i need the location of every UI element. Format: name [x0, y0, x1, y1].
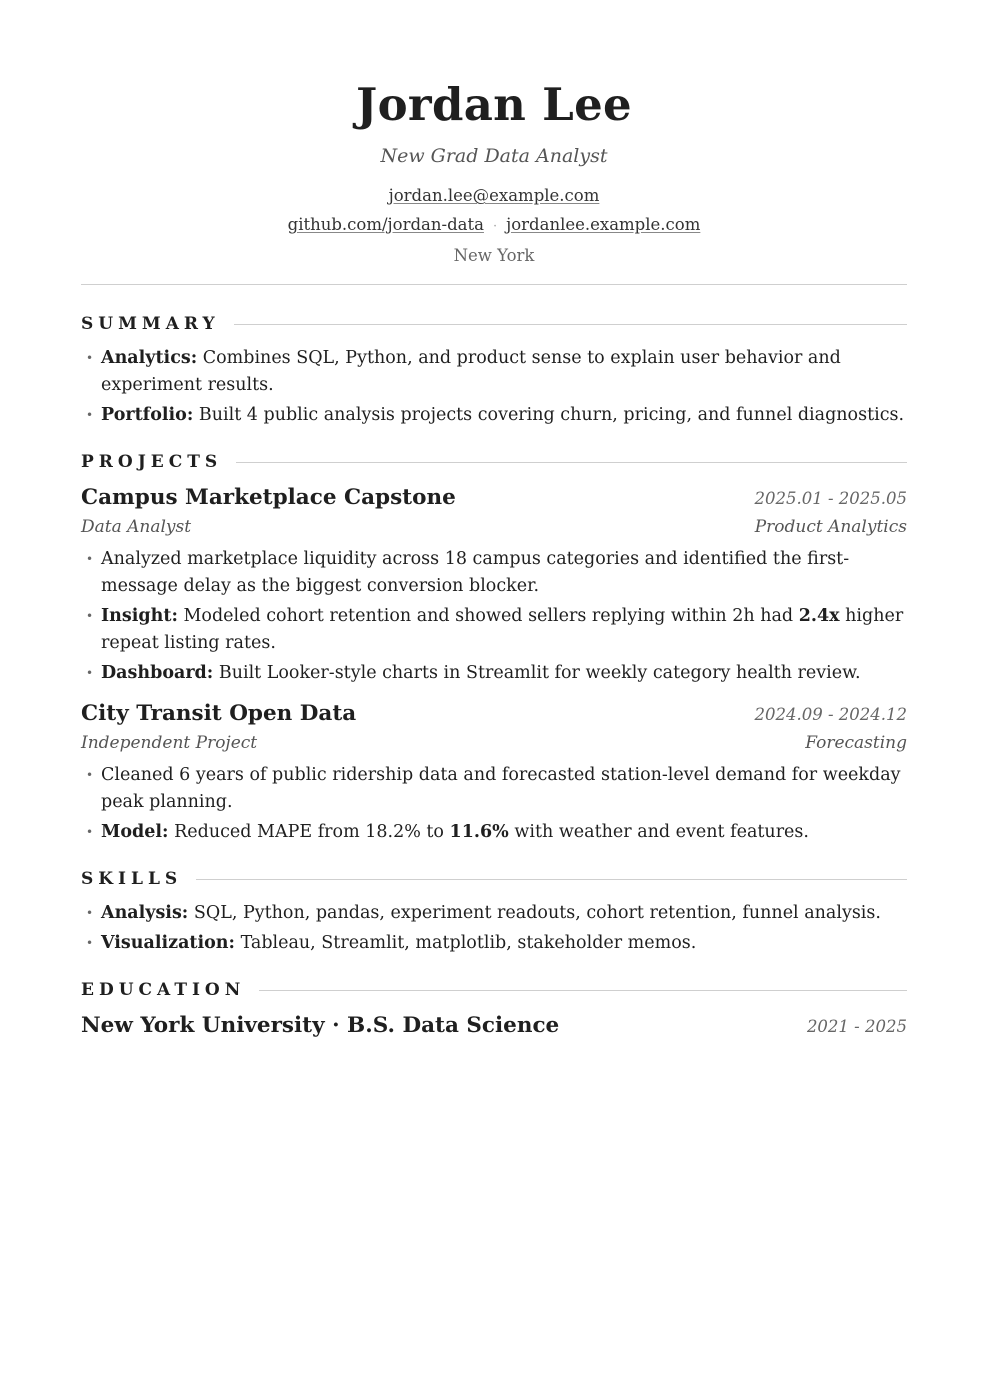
section-divider [196, 879, 907, 880]
bullet-text: Modeled cohort retention and showed sellers replying within 2h had [183, 606, 794, 626]
list-item [81, 603, 907, 657]
list-item [81, 900, 907, 927]
github-link[interactable]: github.com/jordan-data [287, 215, 484, 234]
list-item [81, 345, 907, 399]
education-degree: New York University · B.S. Data Science [81, 1013, 560, 1038]
project-bullets [81, 762, 907, 846]
list-item [81, 762, 907, 816]
summary-heading [81, 313, 907, 335]
bullet-label: Model: [101, 822, 169, 842]
bullet-label: Insight: [101, 606, 178, 626]
projects-heading [81, 451, 907, 473]
project-role: Data Analyst [81, 517, 192, 537]
projects-title: PROJECTS [81, 452, 223, 472]
candidate-name: Jordan Lee [356, 78, 632, 131]
contact-row-email [81, 181, 907, 210]
project-category: Forecasting [805, 733, 907, 753]
bullet-text: with weather and event features. [514, 822, 809, 842]
education-entry [81, 1011, 907, 1041]
contact-row-links [81, 210, 907, 241]
project-header [81, 483, 907, 513]
skills-list [81, 900, 907, 957]
list-item [81, 546, 907, 600]
contact-separator: · [492, 219, 498, 234]
list-item [81, 660, 907, 687]
candidate-location: New York [453, 246, 535, 265]
bullet-text: Built Looker-style charts in Streamlit for weekly category health review. [218, 663, 861, 683]
education-heading [81, 979, 907, 1001]
project-entry [81, 699, 907, 846]
bullet-text: SQL, Python, pandas, experiment readouts, cohort retention, funnel analysis. [193, 903, 881, 923]
section-divider [236, 462, 907, 463]
skills-title: SKILLS [81, 869, 183, 889]
bullet-text: Built 4 public analysis projects covering churn, pricing, and funnel diagnostics. [198, 405, 905, 425]
project-subheader [81, 514, 907, 540]
bullet-label: Visualization: [101, 933, 235, 953]
project-name: City Transit Open Data [81, 701, 357, 726]
project-name: Campus Marketplace Capstone [81, 485, 456, 510]
project-entry [81, 483, 907, 687]
project-header [81, 699, 907, 729]
skills-heading [81, 868, 907, 890]
candidate-headline: New Grad Data Analyst [380, 145, 608, 167]
section-divider [259, 990, 907, 991]
bullet-text: Tableau, Streamlit, matplotlib, stakeholder memos. [240, 933, 697, 953]
project-category: Product Analytics [754, 517, 907, 537]
education-header [81, 1011, 907, 1041]
list-item [81, 930, 907, 957]
header-divider [81, 284, 907, 285]
skills-section [81, 868, 907, 957]
education-section [81, 979, 907, 1041]
bullet-text: Reduced MAPE from 18.2% to [174, 822, 444, 842]
project-role: Independent Project [81, 733, 258, 753]
list-item [81, 819, 907, 846]
bullet-label: Portfolio: [101, 405, 194, 425]
website-link[interactable]: jordanlee.example.com [506, 215, 701, 234]
email-link[interactable]: jordan.lee@example.com [388, 186, 600, 205]
projects-section [81, 451, 907, 846]
bullet-highlight: 2.4x [798, 606, 840, 626]
project-dates: 2025.01 - 2025.05 [754, 489, 907, 508]
summary-title: SUMMARY [81, 314, 220, 334]
project-dates: 2024.09 - 2024.12 [754, 705, 907, 724]
list-item [81, 402, 907, 429]
project-subheader [81, 730, 907, 756]
bullet-label: Dashboard: [101, 663, 214, 683]
bullet-text: Analyzed marketplace liquidity across 18 campus categories and identified the first-message delay as the biggest conversion blocker. [101, 549, 850, 596]
summary-section [81, 313, 907, 429]
bullet-label: Analysis: [101, 903, 189, 923]
bullet-label: Analytics: [101, 348, 198, 368]
bullet-text: Combines SQL, Python, and product sense to explain user behavior and experiment results. [101, 348, 841, 395]
bullet-text: higher repeat listing rates. [101, 606, 904, 653]
summary-list [81, 345, 907, 429]
resume-header [81, 0, 907, 285]
section-divider [234, 324, 907, 325]
education-title: EDUCATION [81, 980, 246, 1000]
bullet-highlight: 11.6% [449, 822, 509, 842]
project-bullets [81, 546, 907, 687]
education-dates: 2021 - 2025 [806, 1017, 907, 1036]
bullet-text: Cleaned 6 years of public ridership data and forecasted station-level demand for weekday peak planning. [101, 765, 901, 812]
